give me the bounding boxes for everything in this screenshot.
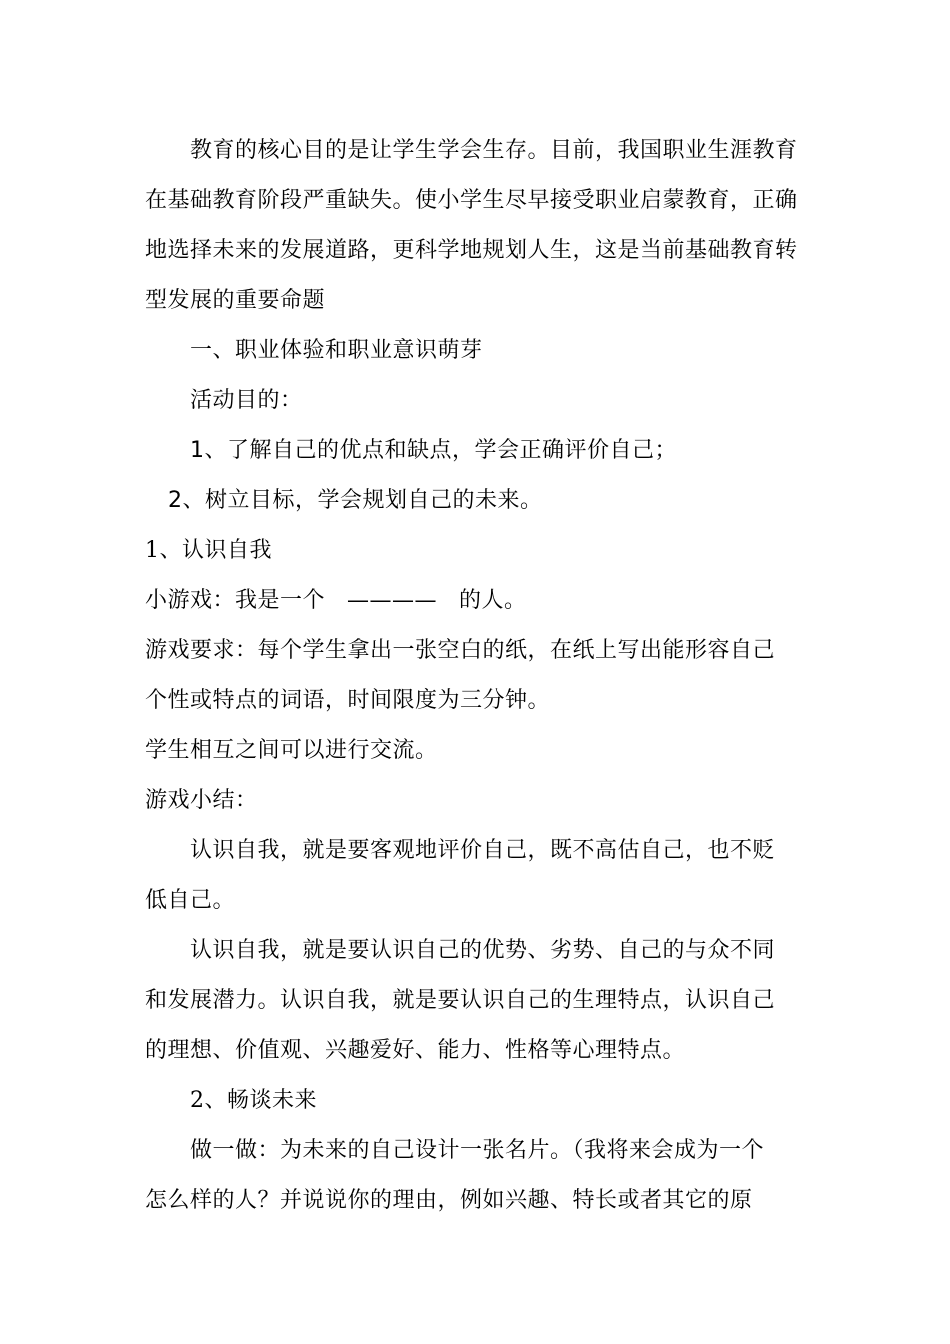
summary-b-line-3: 的理想、价值观、兴趣爱好、能力、性格等心理特点。 <box>145 1038 686 1063</box>
task-line-2: 怎么样的人？并说说你的理由，例如兴趣、特长或者其它的原 <box>145 1188 753 1213</box>
intro-line-1: 教育的核心目的是让学生学会生存。目前，我国职业生涯教育 <box>190 138 798 163</box>
subsection-heading-2: 2、畅谈未来 <box>190 1088 317 1113</box>
intro-line-2: 在基础教育阶段严重缺失。使小学生尽早接受职业启蒙教育，正确 <box>145 188 798 213</box>
rule-line-1: 游戏要求：每个学生拿出一张空白的纸，在纸上写出能形容自己 <box>145 638 776 663</box>
summary-b-line-1: 认识自我，就是要认识自己的优势、劣势、自己的与众不同 <box>190 938 776 963</box>
section-heading-1: 一、职业体验和职业意识萌芽 <box>190 338 483 363</box>
summary-a-line-2: 低自己。 <box>145 888 236 913</box>
game-blank: ———— <box>347 588 438 613</box>
game-prefix: 小游戏：我是一个 <box>145 588 326 613</box>
task-line-1: 做一做：为未来的自己设计一张名片。（我将来会成为一个 <box>190 1138 765 1163</box>
game-line <box>145 586 527 616</box>
intro-line-4: 型发展的重要命题 <box>145 288 326 313</box>
game-suffix: 的人。 <box>459 588 527 613</box>
rule-line-2: 个性或特点的词语，时间限度为三分钟。 <box>145 688 551 713</box>
exchange-line: 学生相互之间可以进行交流。 <box>145 738 438 763</box>
intro-line-3: 地选择未来的发展道路，更科学地规划人生，这是当前基础教育转 <box>145 238 798 263</box>
goal-label: 活动目的： <box>190 388 303 413</box>
goal-item-2: 2、树立目标，学会规划自己的未来。 <box>168 488 543 513</box>
summary-a-line-1: 认识自我，就是要客观地评价自己，既不高估自己，也不贬 <box>190 838 776 863</box>
summary-b-line-2: 和发展潜力。认识自我，就是要认识自己的生理特点，认识自己 <box>145 988 776 1013</box>
subsection-heading-1: 1、认识自我 <box>145 538 272 563</box>
summary-label: 游戏小结： <box>145 788 258 813</box>
goal-item-1: 1、了解自己的优点和缺点，学会正确评价自己； <box>190 438 677 463</box>
